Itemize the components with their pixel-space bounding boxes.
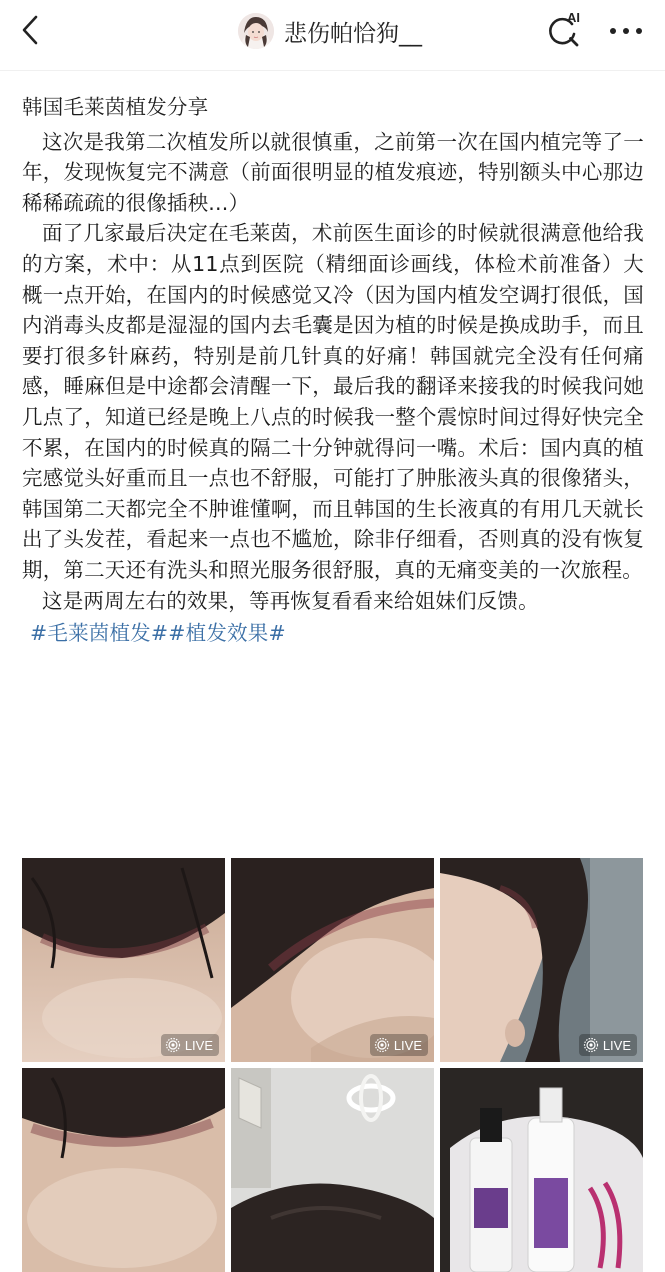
- live-badge: [161, 1034, 219, 1056]
- header-fade: [0, 62, 665, 76]
- chevron-left-icon: [19, 14, 41, 46]
- photo-thumbnail[interactable]: [231, 1068, 434, 1272]
- post-paragraph: 面了几家最后决定在毛莱茵，术前医生面诊的时候就很满意他给我的方案，术中：从11点到医院（精细面诊画线，体检术前准备）大概一点开始，在国内的时候感觉又冷（因为国内植发空调打很低，国内消毒头皮都是湿湿的国内去毛囊是因为植的时候是换成助手，而且要打很多针麻药，特别是前几针真的好痛！韩国就完全没有任何痛感，睡麻但是中途都会清醒一下，最后我的翻译来接我的时候我问她几点了，知道已经是晚上八点的时候我一整个震惊时间过得好快完全不累，在国内的时候真的隔二十分钟就得问一嘴。术后：国内真的植完感觉头好重而且一点也不舒服，可能打了肿胀液头真的很像猪头，韩国第二天都完全不肿谁懂啊，而且韩国的生长液真的有用几天就长出了头发茬，看起来一点也不尴尬，除非仔细看，否则真的没有恢复期，第二天还有洗头和照光服务很舒服，真的无痛变美的一次旅程。: [22, 221, 644, 582]
- live-label: LIVE: [393, 1037, 422, 1053]
- photo-thumbnail[interactable]: [22, 858, 225, 1062]
- live-photo-icon: [374, 1037, 390, 1053]
- live-photo-icon: [583, 1037, 599, 1053]
- photo-thumbnail[interactable]: [440, 858, 643, 1062]
- photo-thumbnail[interactable]: [22, 1068, 225, 1272]
- header-divider: [0, 70, 665, 71]
- top-bar: [0, 0, 665, 62]
- live-badge: [370, 1034, 428, 1056]
- ai-label: AI: [567, 10, 580, 25]
- more-button[interactable]: [604, 16, 648, 46]
- hashtag-row: [22, 618, 644, 649]
- photo-thumbnail[interactable]: [231, 858, 434, 1062]
- live-photo-icon: [165, 1037, 181, 1053]
- hashtag-link[interactable]: #植发效果#: [168, 621, 286, 646]
- post-paragraph: 这是两周左右的效果，等再恢复看看来给姐妹们反馈。: [42, 588, 539, 613]
- post-content: [22, 92, 644, 649]
- author-info[interactable]: [238, 12, 422, 50]
- live-label: LIVE: [602, 1037, 631, 1053]
- live-label: LIVE: [184, 1037, 213, 1053]
- back-button[interactable]: [12, 12, 48, 48]
- more-dots-icon: [608, 26, 644, 36]
- username[interactable]: 悲伤帕恰狗__: [284, 20, 422, 47]
- post-title: 韩国毛莱茵植发分享: [22, 95, 209, 119]
- ai-search-button[interactable]: [545, 10, 589, 50]
- photo-thumbnail[interactable]: [440, 1068, 643, 1272]
- post-paragraph: 这次是我第二次植发所以就很慎重，之前第一次在国内植完等了一年，发现恢复完不满意（前面很明显的植发痕迹，特别额头中心那边稀稀疏疏的很像插秧...）: [22, 129, 644, 215]
- hashtag-link[interactable]: #毛莱茵植发#: [30, 621, 169, 646]
- avatar[interactable]: [238, 13, 274, 49]
- live-badge: [579, 1034, 637, 1056]
